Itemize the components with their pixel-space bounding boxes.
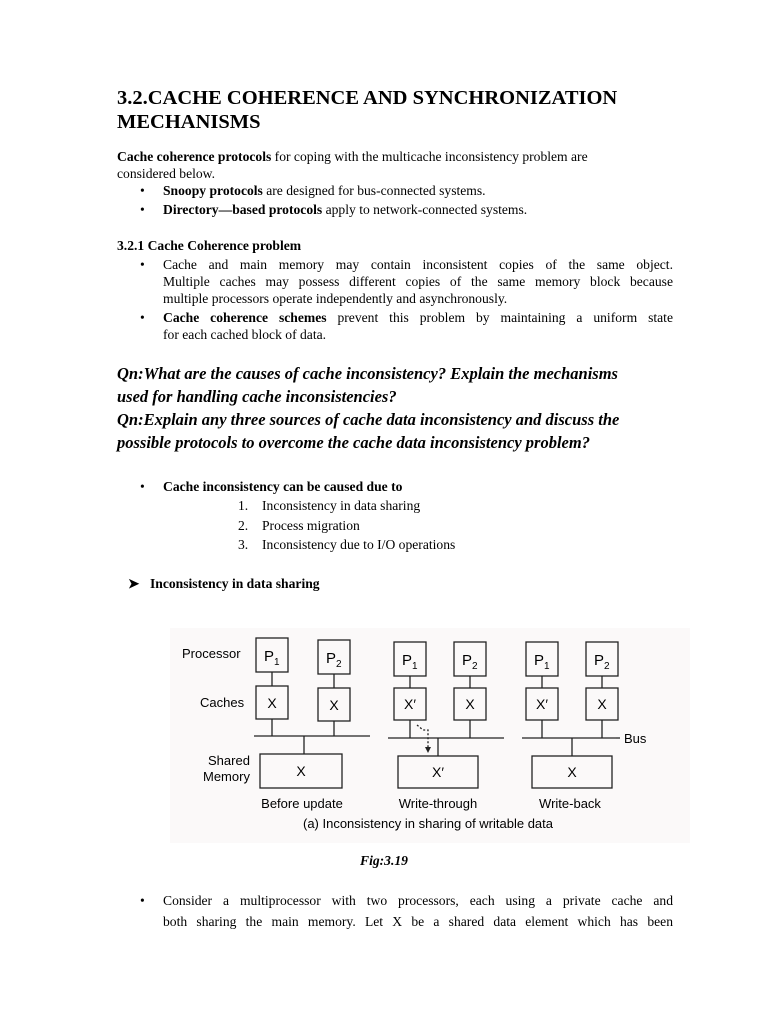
bullet-icon: • [140, 183, 145, 198]
memory-value: X′ [432, 764, 444, 780]
intro-bullets [140, 182, 680, 218]
cache-value: X [329, 697, 339, 713]
subheading [128, 575, 320, 592]
list-item [140, 890, 673, 932]
list-item [140, 201, 680, 218]
bullet-icon: • [140, 310, 145, 325]
bullet-line: for each cached block of data. [163, 327, 327, 342]
item-number: 3. [238, 537, 249, 552]
item-text: Inconsistency due to I/O operations [262, 537, 456, 552]
cache-value: X′ [404, 696, 416, 712]
item-text: Inconsistency in data sharing [262, 498, 421, 513]
bullet-line: multiple processors operate independently and asynchronously. [163, 291, 508, 306]
intro-paragraph [117, 148, 677, 182]
list-item [238, 536, 455, 556]
question-1-line-2: used for handling cache inconsistencies? [117, 387, 397, 406]
bullet-bold: Snoopy protocols [163, 183, 263, 198]
causes-title: Cache inconsistency can be caused due to [163, 479, 403, 494]
bullet-icon: • [140, 202, 145, 217]
bullet-line: Cache and main memory may contain inconsistent copies of the same object. [163, 257, 673, 272]
last-paragraph [140, 890, 673, 932]
label-memory: Memory [203, 769, 250, 784]
cache-value: X [597, 696, 607, 712]
item-text: Process migration [262, 517, 360, 533]
subheading-text: Inconsistency in data sharing [150, 576, 320, 591]
bullet-bold: Cache coherence schemes [163, 310, 327, 325]
bullet-text: apply to network-connected systems. [322, 202, 528, 217]
paragraph-line: Consider a multiprocessor with two processors, each using a private cache and [163, 893, 673, 908]
title-line-2: MECHANISMS [117, 111, 261, 133]
label-shared: Shared [208, 753, 250, 768]
label-caches: Caches [200, 695, 245, 710]
section-heading: 3.2.1 Cache Coherence problem [117, 238, 302, 253]
bullet-text: prevent this problem by maintaining a uniform state [326, 310, 673, 325]
bullet-icon: • [140, 257, 145, 272]
figure-caption: Fig:3.19 [360, 853, 408, 868]
figure-inner-caption: (a) Inconsistency in sharing of writable data [302, 816, 554, 831]
cache-value: X [465, 696, 475, 712]
section-bullets [140, 256, 673, 343]
question-2-line-2: possible protocols to overcome the cache data inconsistency problem? [117, 433, 590, 452]
figure-diagram [170, 628, 690, 843]
list-item [238, 517, 455, 537]
p1-wt: $P_1$ [402, 652, 418, 672]
memory-value: X [567, 764, 577, 780]
bullet-icon: • [140, 479, 145, 494]
p2-before: $P_2$ [326, 650, 342, 670]
p2-wt: $P_2$ [462, 652, 478, 672]
question-2-line-1: Qn:Explain any three sources of cache data inconsistency and discuss the [117, 410, 620, 429]
list-item [140, 309, 673, 343]
memory-value: X [296, 763, 306, 779]
question-block [117, 362, 677, 454]
p2-wb: $P_2$ [594, 652, 610, 672]
bullet-bold: Directory—based protocols [163, 202, 323, 217]
intro-rest-2: considered below. [117, 166, 216, 181]
bullet-line: Multiple caches may possess different copies of the same memory block because [163, 274, 673, 289]
question-1-line-1: Qn:What are the causes of cache inconsistency? Explain the mechanisms [117, 364, 618, 383]
arrow-bullet-icon: ➤ [128, 576, 140, 591]
label-bus: Bus [624, 731, 647, 746]
list-item [140, 182, 680, 199]
bullet-icon: • [140, 893, 145, 908]
item-number: 2. [238, 517, 249, 533]
title-line-1: 3.2.CACHE COHERENCE AND SYNCHRONIZATION [117, 87, 618, 109]
p1-wb: $P_1$ [534, 652, 550, 672]
cache-value: X′ [536, 696, 548, 712]
cache-value: X [267, 695, 277, 711]
page-title [117, 86, 677, 134]
list-item [140, 256, 673, 307]
item-number: 1. [238, 498, 249, 513]
label-before-update: Before update [261, 796, 343, 811]
intro-bold: Cache coherence protocols [117, 149, 272, 164]
causes-list [238, 497, 455, 556]
label-write-back: Write-back [539, 796, 601, 811]
p1-before: $P_1$ [264, 648, 280, 668]
intro-rest-1: for coping with the multicache inconsistency problem are [271, 149, 588, 164]
causes-bullet [140, 478, 402, 495]
label-write-through: Write-through [398, 796, 478, 811]
label-processor: Processor [182, 646, 241, 661]
bullet-text: are designed for bus-connected systems. [262, 183, 486, 198]
list-item [238, 497, 455, 517]
paragraph-line: both sharing the main memory. Let X be a shared data element which has been [163, 914, 673, 929]
